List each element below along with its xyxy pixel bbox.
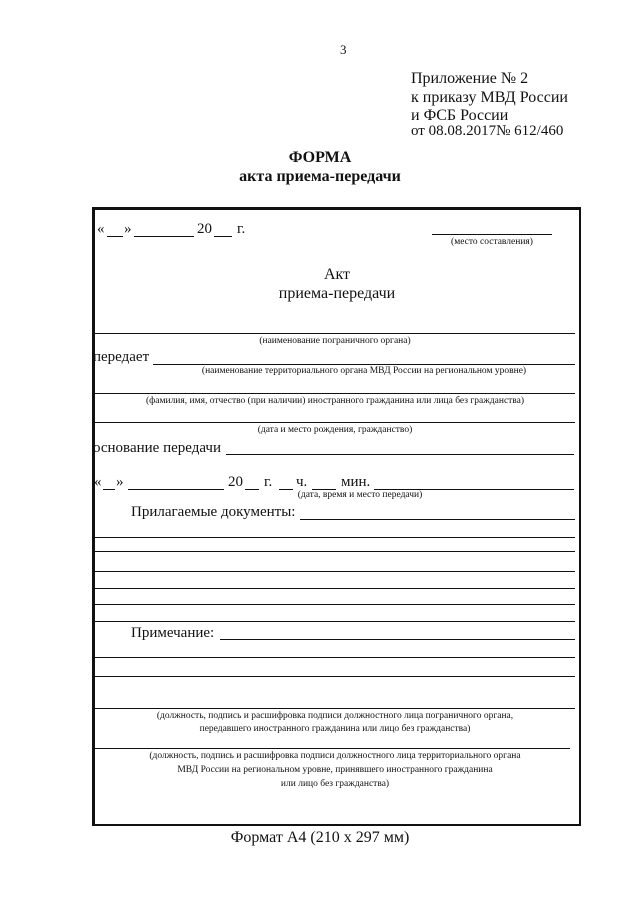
person-caption: (фамилия, имя, отчество (при наличии) иностранного гражданина или лица без гражданства) [145,396,525,406]
mvd-organ-caption: (наименование территориального органа МВД России на региональном уровне) [201,366,527,376]
mvd-organ-line [153,364,575,365]
form-subtitle: акта приема-передачи [239,168,401,185]
border-organ-caption: (наименование пограничного органа) [259,336,411,346]
form-title: ФОРМА [288,149,352,166]
docs-line-1 [300,519,575,520]
sig2-caption-3: или лицо без гражданства) [280,779,390,789]
docs-line-3 [95,551,575,552]
docs-line-6 [95,604,575,605]
header-line-3: и ФСБ России [411,107,509,124]
dt-month-blank [128,489,224,490]
docs-line-2 [95,537,575,538]
date-year-suffix: г. [237,221,246,237]
place-blank [432,234,552,235]
header-line-4: от 08.08.2017№ 612/460 [411,123,564,139]
birth-line [95,422,575,423]
format-note: Формат А4 (210 х 297 мм) [230,829,410,846]
sig1-caption-2: передавшего иностранного гражданина или лицо без гражданства) [199,724,471,734]
person-line [95,393,575,394]
note-line-1 [220,639,575,640]
date-day-blank [107,236,123,237]
act-subtitle: приема-передачи [278,285,396,302]
date-quote-close: » [124,221,132,237]
page-number: 3 [340,42,347,57]
transfers-label: передает [93,349,150,365]
docs-line-7 [95,621,575,622]
note-label: Примечание: [131,625,215,641]
note-line-2 [95,657,575,658]
docs-line-4 [95,571,575,572]
dt-year-blank [245,489,259,490]
dt-min-label: мин. [341,474,371,490]
dt-quote-open: « [94,474,102,490]
docs-line-5 [95,588,575,589]
sig2-caption-2: МВД России на региональном уровне, принявшего иностранного гражданина [177,765,493,775]
place-caption: (место составления) [451,237,533,247]
sig2-line [95,748,570,749]
dt-quote-close: » [116,474,124,490]
sig1-caption-1: (должность, подпись и расшифровка подписи должностного лица пограничного органа, [156,711,514,721]
date-month-blank [134,236,194,237]
sig1-line [95,708,575,709]
note-line-3 [95,676,575,677]
header-line-1: Приложение № 2 [411,70,529,87]
date-year-blank [214,236,232,237]
dt-day-blank [103,489,115,490]
date-year-prefix: 20 [197,221,212,237]
dt-year-prefix: 20 [228,474,243,490]
act-title: Акт [323,266,351,283]
birth-caption: (дата и место рождения, гражданство) [257,425,413,435]
header-line-2: к приказу МВД России [411,89,568,106]
dt-hour-label: ч. [296,474,308,490]
dt-caption: (дата, время и место передачи) [297,490,423,500]
docs-label: Прилагаемые документы: [131,504,296,520]
date-quote-open: « [97,221,105,237]
border-organ-line [95,333,575,334]
basis-label: основание передачи [93,440,221,456]
dt-year-suffix: г. [264,474,273,490]
basis-line [226,454,574,455]
sig2-caption-1: (должность, подпись и расшифровка подписи должностного лица территориального органа [149,751,521,761]
